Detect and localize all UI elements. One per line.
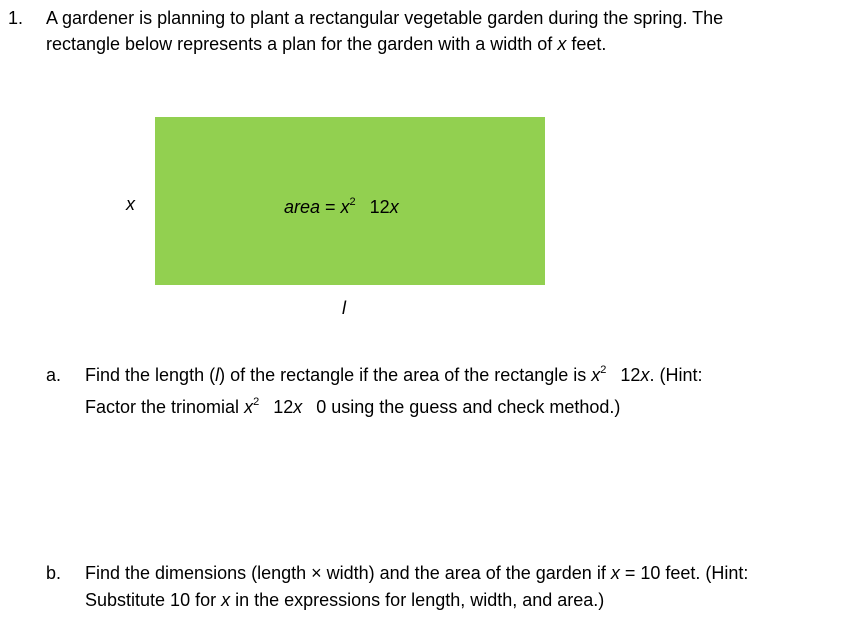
part-a-letter: a. — [46, 365, 62, 385]
part-a-length-var: l — [215, 365, 220, 385]
problem-line-1: A gardener is planning to plant a rectangular vegetable garden during the spring. The — [46, 8, 724, 28]
part-a-line2-pre: Factor the trinomial — [85, 397, 245, 417]
area-x: x — [340, 197, 350, 217]
area-word: area — [284, 197, 321, 217]
area-equals: = — [320, 197, 341, 217]
part-a-term: 12 — [620, 365, 641, 385]
part-a-line2-zero: 0 — [316, 397, 327, 417]
part-b-letter: b. — [46, 563, 62, 583]
part-a-pre: Find the length ( — [85, 365, 216, 385]
part-a-line2-term-var: x — [293, 397, 303, 417]
part-a-line-2 — [85, 396, 620, 418]
part-b-line2-x: x — [221, 590, 231, 610]
part-a-line-1 — [85, 364, 702, 386]
part-b-line2-post: in the expressions for length, width, and area.) — [230, 590, 605, 610]
width-label: x — [126, 194, 135, 214]
part-a-mid: ) of the rectangle if the area of the rectangle is — [219, 365, 592, 385]
part-a-line2-exponent: 2 — [253, 396, 260, 408]
problem-width-var: x — [557, 34, 567, 54]
part-a-term-var: x — [640, 365, 650, 385]
part-a-post: . (Hint: — [649, 365, 703, 385]
problem-number: 1. — [8, 8, 24, 28]
part-a-line2-x: x — [244, 397, 254, 417]
area-term-var: x — [389, 197, 399, 217]
part-b-x: x — [610, 563, 620, 583]
problem-line-2 — [46, 33, 606, 55]
part-a-exponent: 2 — [600, 364, 607, 376]
part-a-line2-post: using the guess and check method.) — [326, 397, 621, 417]
part-b-line2-pre: Substitute 10 for — [85, 590, 222, 610]
part-b-post: = 10 feet. (Hint: — [619, 563, 749, 583]
part-a-x: x — [591, 365, 601, 385]
problem-line-2-post: feet. — [566, 34, 607, 54]
part-b-line-1 — [85, 562, 748, 584]
area-exponent: 2 — [349, 196, 356, 208]
part-a-line2-term: 12 — [273, 397, 294, 417]
part-b-pre: Find the dimensions (length × width) and the area of the garden if — [85, 563, 611, 583]
length-label: l — [342, 298, 346, 318]
part-b-line-2 — [85, 589, 604, 611]
problem-line-2-pre: rectangle below represents a plan for the garden with a width of — [46, 34, 558, 54]
area-term: 12 — [369, 197, 390, 217]
area-label — [284, 196, 399, 218]
